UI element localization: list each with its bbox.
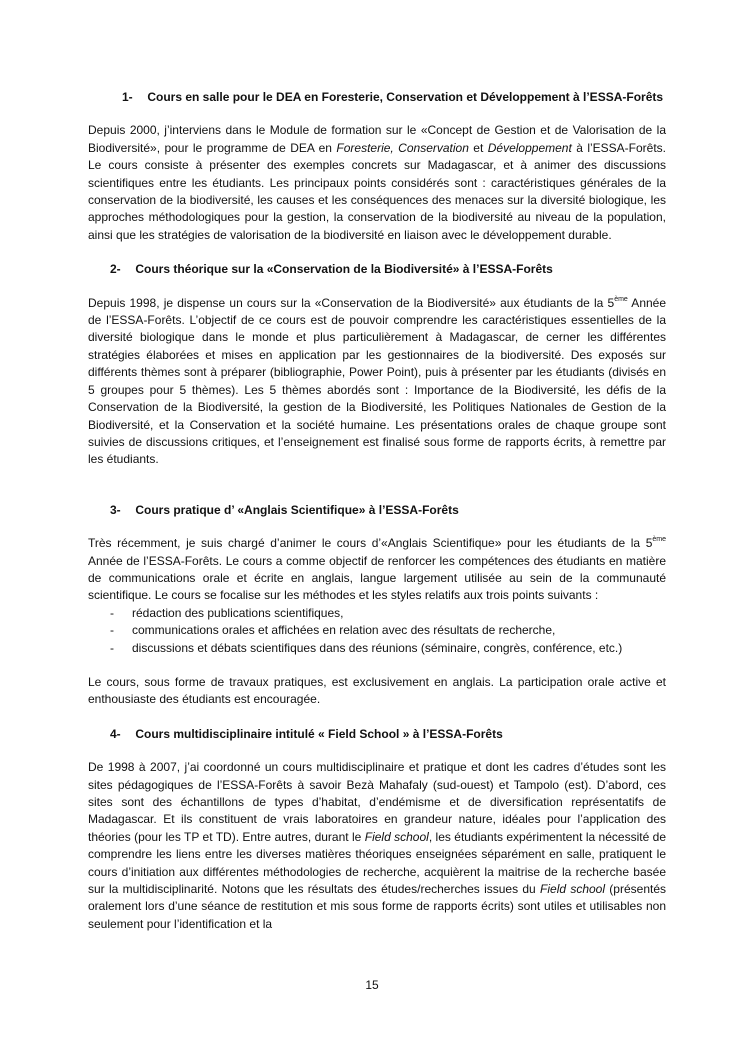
section-2-heading — [110, 261, 666, 278]
list-item: - communications orales et affichées en relation avec des résultats de recherche, — [88, 622, 666, 639]
spacer — [88, 469, 666, 502]
section-4-text-b: , les étudiants expérimentent la nécessité de comprendre les liens entre les diverses matières théoriques enseignées séparément en salle, pratiquent le cours d’initiation aux différentes méthodologies de recherche, acquièrent la maitrise de la recherche basée sur la multidisciplinarité. Notons que les résultats des études/recherches issues du — [88, 829, 666, 897]
section-3-list — [88, 605, 666, 657]
list-item: - discussions et débats scientifiques dans des réunions (séminaire, congrès, conférence, etc.) — [88, 640, 666, 657]
section-4-title: Cours multidisciplinaire intitulé « Field School » à l’ESSA-Forêts — [135, 726, 503, 741]
section-4-heading — [110, 726, 666, 743]
section-1-number: 1- — [122, 90, 133, 104]
section-3-heading — [110, 502, 666, 519]
section-3-closing-paragraph: Le cours, sous forme de travaux pratiques, est exclusivement en anglais. La participation orale active et enthousiaste des étudiants est encouragée. — [88, 674, 666, 707]
section-3-paragraph — [88, 535, 666, 605]
spacer — [88, 709, 666, 726]
list-item: - rédaction des publications scientifiques, — [88, 605, 666, 622]
section-3-text-b: Année de l’ESSA-Forêts. Le cours a comme objectif de renforcer les compétences des étudiants en matière de communications orale et écrite en anglais, langue largement utilisée au sein de la communauté scientifique. Le cours se focalise sur les méthodes et les styles relatifs aux trois points suivants : — [88, 553, 666, 603]
section-1-text-b: et — [468, 140, 488, 155]
section-1-emphasis-1: Foresterie, Conservation — [336, 140, 469, 155]
section-4-paragraph — [88, 759, 666, 933]
section-1-emphasis-2: Développement — [487, 140, 572, 155]
section-2-text-a: Depuis 1998, je dispense un cours sur la «Conservation de la Biodiversité» aux étudiants de la 5 — [88, 295, 615, 310]
section-4-text-a: De 1998 à 2007, j’ai coordonné un cours multidisciplinaire et pratique et dont les cadres d’études sont les sites pédagogiques de l’ESSA-Forêts à savoir Bezà Mahafaly (sud-ouest) et Tampolo (est). D’abord, ces sites sont des échantillons de types d’habitat, d’endémisme et de diversification représentatifs de Madagascar. Et ils constituent de vrais laboratoires en grandeur nature, idéales pour l’application des théories (pour les TP et TD). Entre autres, durant le — [88, 760, 666, 844]
section-1-text-c: à l’ESSA-Forêts. Le cours consiste à présenter des exemples concrets sur Madagascar, et à animer des discussions scientifiques entre les étudiants. Les principaux points considérés sont : caractéristiques générales de la conservation de la biodiversité, les causes et les conséquences des menaces sur la diversité biologique, les approches méthodologiques pour la gestion, la conservation de la biodiversité au niveau de la population, ainsi que les stratégies de valorisation de la biodiversité en liaison avec le développement durable. — [88, 140, 667, 242]
section-4-emphasis-2: Field school — [540, 882, 606, 897]
section-4-emphasis-1: Field school — [364, 829, 429, 844]
section-1-heading — [122, 89, 666, 106]
page-number: 15 — [365, 978, 379, 992]
section-1-text-a: Depuis 2000, j’interviens dans le Module de formation sur le «Concept de Gestion et de Valorisation de la Biodiversité», pour le programme de DEA en — [88, 123, 666, 155]
section-2-superscript: ème — [614, 295, 628, 303]
section-3-number: 3- — [110, 502, 121, 517]
section-2-paragraph — [88, 295, 666, 469]
spacer — [88, 657, 666, 674]
section-2-number: 2- — [110, 262, 121, 277]
spacer — [88, 244, 666, 261]
section-3-superscript: ème — [652, 536, 666, 544]
section-3-text-a: Très récemment, je suis chargé d’animer le cours d’«Anglais Scientifique» pour les étudiants de la 5 — [88, 536, 653, 551]
section-1-paragraph — [88, 122, 666, 244]
section-2-text-b: Année de l’ESSA-Forêts. L’objectif de ce cours est de pouvoir comprendre les caractéristiques essentielles de la diversité biologique dans le monde et plus particulièrement à Madagascar, de cerner les différentes stratégies élaborées et mises en application par les gestionnaires de la biodiversité. Des exposés sur différents thèmes sont à préparer (bibliographie, Power Point), puis à présenter par les étudiants (divisés en 5 groupes pour 5 thèmes). Les 5 thèmes abordés sont : Importance de la Biodiversité, les défis de la Conservation de la Biodiversité, la gestion de la Biodiversité, les Politiques Nationales de Gestion de la Biodiversité, et la Conservation et la société humaine. Les présentations orales de chaque groupe sont suivies de discussions critiques, et l’enseignement est finalisé sous forme de rapports écrits, à remettre par les étudiants. — [88, 295, 667, 467]
document-page — [88, 89, 666, 933]
section-3-title: Cours pratique d’ «Anglais Scientifique» à l’ESSA-Forêts — [135, 502, 459, 517]
section-4-number: 4- — [110, 726, 121, 741]
section-2-title: Cours théorique sur la «Conservation de la Biodiversité» à l’ESSA-Forêts — [135, 262, 553, 277]
section-4-text-c: (présentés oralement lors d’une séance de restitution et mis sous forme de rapports écrits) sont utiles et utilisables non seulement pour l’identification et la — [88, 882, 666, 931]
section-1-title: Cours en salle pour le DEA en Foresterie, Conservation et Développement à l’ESSA-Forêts — [147, 90, 664, 104]
